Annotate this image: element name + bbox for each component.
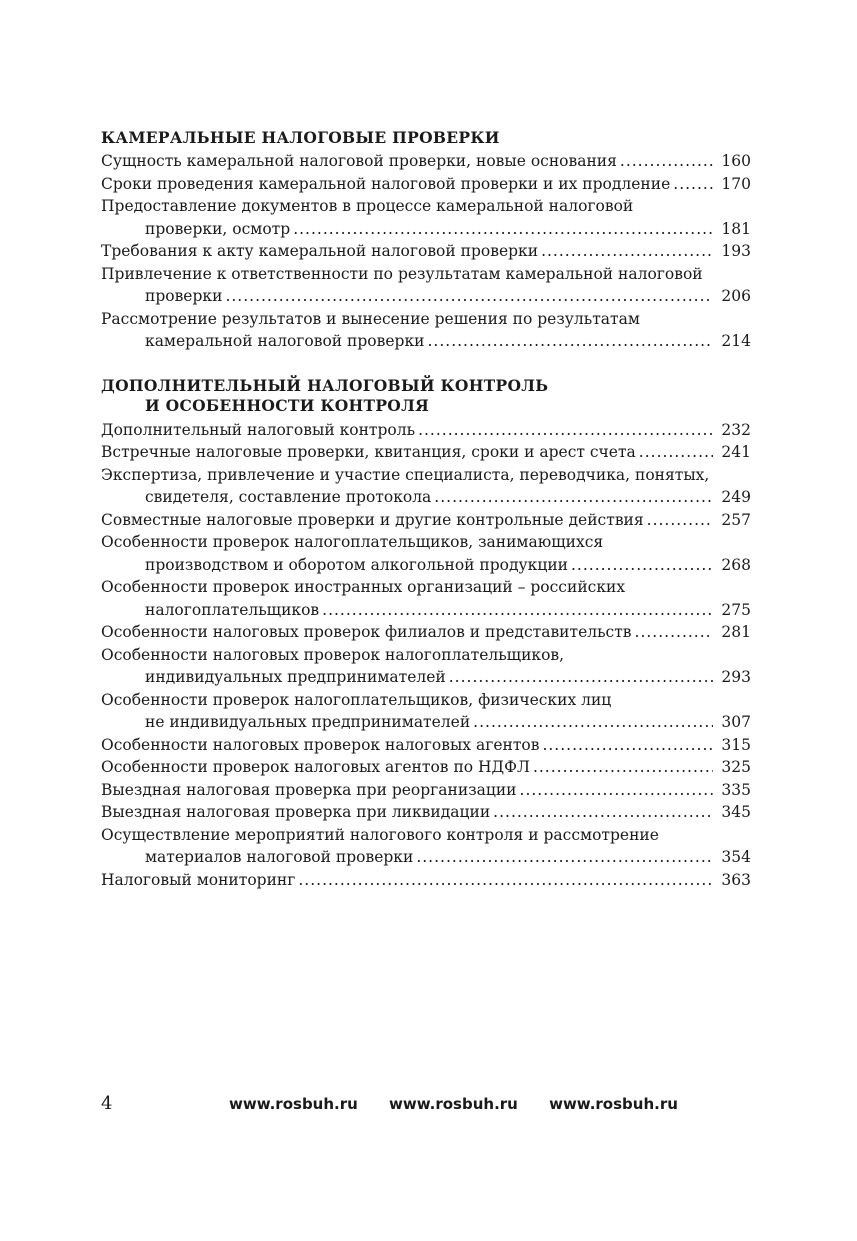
leader-dots bbox=[434, 486, 713, 509]
toc-entry bbox=[101, 150, 751, 173]
toc-entry-text: Особенности налоговых проверок филиалов и представительств bbox=[101, 623, 632, 641]
table-of-contents bbox=[101, 128, 751, 891]
leader-dots bbox=[639, 441, 713, 464]
toc-entry-text: Особенности проверок иностранных организаций – российских bbox=[101, 578, 626, 596]
toc-section-additional bbox=[101, 376, 751, 892]
toc-page-number: 293 bbox=[721, 668, 751, 686]
toc-entry bbox=[101, 195, 751, 240]
toc-entry-text: Предоставление документов в процессе камеральной налоговой bbox=[101, 197, 634, 215]
toc-page-number: 345 bbox=[721, 803, 751, 821]
page-footer bbox=[101, 1093, 751, 1117]
toc-page-number: 181 bbox=[721, 219, 751, 238]
toc-entry-text-continued: свидетеля, составление протокола bbox=[145, 488, 432, 506]
site-link[interactable]: www.rosbuh.ru bbox=[389, 1095, 518, 1113]
leader-dots bbox=[298, 869, 713, 892]
toc-page-number: 160 bbox=[721, 152, 751, 170]
toc-entry-text: Дополнительный налоговый контроль bbox=[101, 420, 416, 439]
toc-entry-text: Особенности налоговых проверок налоговых агентов bbox=[101, 735, 540, 754]
toc-entry-text-continued: производством и оборотом алкогольной продукции bbox=[145, 555, 568, 574]
toc-page-number: 241 bbox=[721, 443, 751, 461]
site-link[interactable]: www.rosbuh.ru bbox=[549, 1095, 678, 1113]
toc-page-number: 363 bbox=[721, 870, 751, 889]
toc-page-number: 281 bbox=[721, 623, 751, 641]
section-title-line2: И ОСОБЕННОСТИ КОНТРОЛЯ bbox=[145, 395, 430, 415]
toc-entry bbox=[101, 509, 751, 532]
toc-entry bbox=[101, 464, 751, 509]
toc-page-number: 335 bbox=[721, 780, 751, 799]
toc-entry bbox=[101, 621, 751, 644]
toc-page-number: 307 bbox=[721, 713, 751, 731]
toc-entry bbox=[101, 240, 751, 263]
toc-entry bbox=[101, 531, 751, 576]
toc-entry-text: Особенности проверок налогоплательщиков, физических лиц bbox=[101, 690, 612, 709]
toc-entry bbox=[101, 734, 751, 757]
toc-entry-text: Выездная налоговая проверка при ликвидации bbox=[101, 803, 491, 821]
leader-dots bbox=[293, 218, 713, 241]
toc-entry-text: Сроки проведения камеральной налоговой проверки и их продление bbox=[101, 174, 671, 193]
toc-entry-text-continued: не индивидуальных предпринимателей bbox=[145, 713, 471, 731]
toc-entry-text: Выездная налоговая проверка при реорганизации bbox=[101, 780, 517, 799]
leader-dots bbox=[322, 599, 713, 622]
toc-page-number: 275 bbox=[721, 600, 751, 619]
toc-entry bbox=[101, 576, 751, 621]
toc-page-number: 315 bbox=[721, 735, 751, 754]
leader-dots bbox=[416, 846, 713, 869]
toc-section-kameral bbox=[101, 128, 751, 353]
toc-entry-text: Требования к акту камеральной налоговой проверки bbox=[101, 242, 539, 260]
toc-page-number: 249 bbox=[721, 488, 751, 506]
leader-dots bbox=[620, 150, 713, 173]
leader-dots bbox=[571, 554, 713, 577]
toc-entry-text-continued: проверки bbox=[145, 287, 223, 305]
leader-dots bbox=[520, 779, 713, 802]
toc-entry-text: Рассмотрение результатов и вынесение решения по результатам bbox=[101, 309, 640, 328]
toc-page-number: 206 bbox=[721, 287, 751, 305]
toc-entry-text-continued: налогоплательщиков bbox=[145, 600, 320, 619]
toc-page-number: 170 bbox=[721, 174, 751, 193]
toc-entry-text: Привлечение к ответственности по результатам камеральной налоговой bbox=[101, 264, 703, 283]
leader-dots bbox=[427, 330, 713, 353]
leader-dots bbox=[542, 734, 713, 757]
toc-entry bbox=[101, 308, 751, 353]
toc-entry bbox=[101, 869, 751, 892]
toc-entry bbox=[101, 801, 751, 824]
leader-dots bbox=[533, 756, 713, 779]
toc-entry bbox=[101, 419, 751, 442]
page-number: 4 bbox=[101, 1093, 113, 1114]
leader-dots bbox=[473, 711, 713, 734]
toc-entry bbox=[101, 644, 751, 689]
toc-entry-text: Встречные налоговые проверки, квитанция, сроки и арест счета bbox=[101, 443, 636, 461]
toc-entry-text-continued: индивидуальных предпринимателей bbox=[145, 668, 446, 686]
leader-dots bbox=[635, 621, 713, 644]
toc-page-number: 268 bbox=[721, 555, 751, 574]
toc-entry-text: Особенности проверок налогоплательщиков, занимающихся bbox=[101, 533, 604, 551]
leader-dots bbox=[541, 240, 713, 263]
toc-entry bbox=[101, 689, 751, 734]
footer-sites bbox=[229, 1095, 704, 1113]
toc-page-number: 257 bbox=[721, 510, 751, 529]
leader-dots bbox=[647, 509, 713, 532]
toc-page-number: 214 bbox=[721, 332, 751, 350]
toc-entry bbox=[101, 441, 751, 464]
site-link[interactable]: www.rosbuh.ru bbox=[229, 1095, 358, 1113]
toc-entry bbox=[101, 824, 751, 869]
toc-entry bbox=[101, 173, 751, 196]
toc-entry-text: Сущность камеральной налоговой проверки, новые основания bbox=[101, 152, 617, 170]
toc-entry-text: Осуществление мероприятий налогового контроля и рассмотрение bbox=[101, 825, 659, 844]
toc-entry bbox=[101, 779, 751, 802]
toc-page-number: 193 bbox=[721, 242, 751, 260]
toc-entry-text: Особенности проверок налоговых агентов по НДФЛ bbox=[101, 758, 530, 776]
toc-entry-text-continued: камеральной налоговой проверки bbox=[145, 332, 425, 350]
toc-entry bbox=[101, 263, 751, 308]
toc-page-number: 325 bbox=[721, 758, 751, 776]
toc-entry-text-continued: проверки, осмотр bbox=[145, 219, 291, 238]
toc-entry-text: Налоговый мониторинг bbox=[101, 870, 296, 889]
toc-entry-text: Совместные налоговые проверки и другие контрольные действия bbox=[101, 510, 644, 529]
leader-dots bbox=[225, 285, 713, 308]
section-title: КАМЕРАЛЬНЫЕ НАЛОГОВЫЕ ПРОВЕРКИ bbox=[101, 128, 500, 147]
leader-dots bbox=[418, 419, 713, 442]
toc-entry-text: Экспертиза, привлечение и участие специалиста, переводчика, понятых, bbox=[101, 465, 710, 484]
toc-page-number: 354 bbox=[721, 848, 751, 866]
section-title bbox=[101, 376, 751, 416]
toc-entry-text-continued: материалов налоговой проверки bbox=[145, 848, 414, 866]
leader-dots bbox=[493, 801, 713, 824]
toc-entry-text: Особенности налоговых проверок налогоплательщиков, bbox=[101, 645, 565, 664]
toc-page-number: 232 bbox=[721, 420, 751, 439]
leader-dots bbox=[449, 666, 713, 689]
section-title-line1: ДОПОЛНИТЕЛЬНЫЙ НАЛОГОВЫЙ КОНТРОЛЬ bbox=[101, 375, 549, 395]
leader-dots bbox=[673, 173, 713, 196]
toc-entry bbox=[101, 756, 751, 779]
